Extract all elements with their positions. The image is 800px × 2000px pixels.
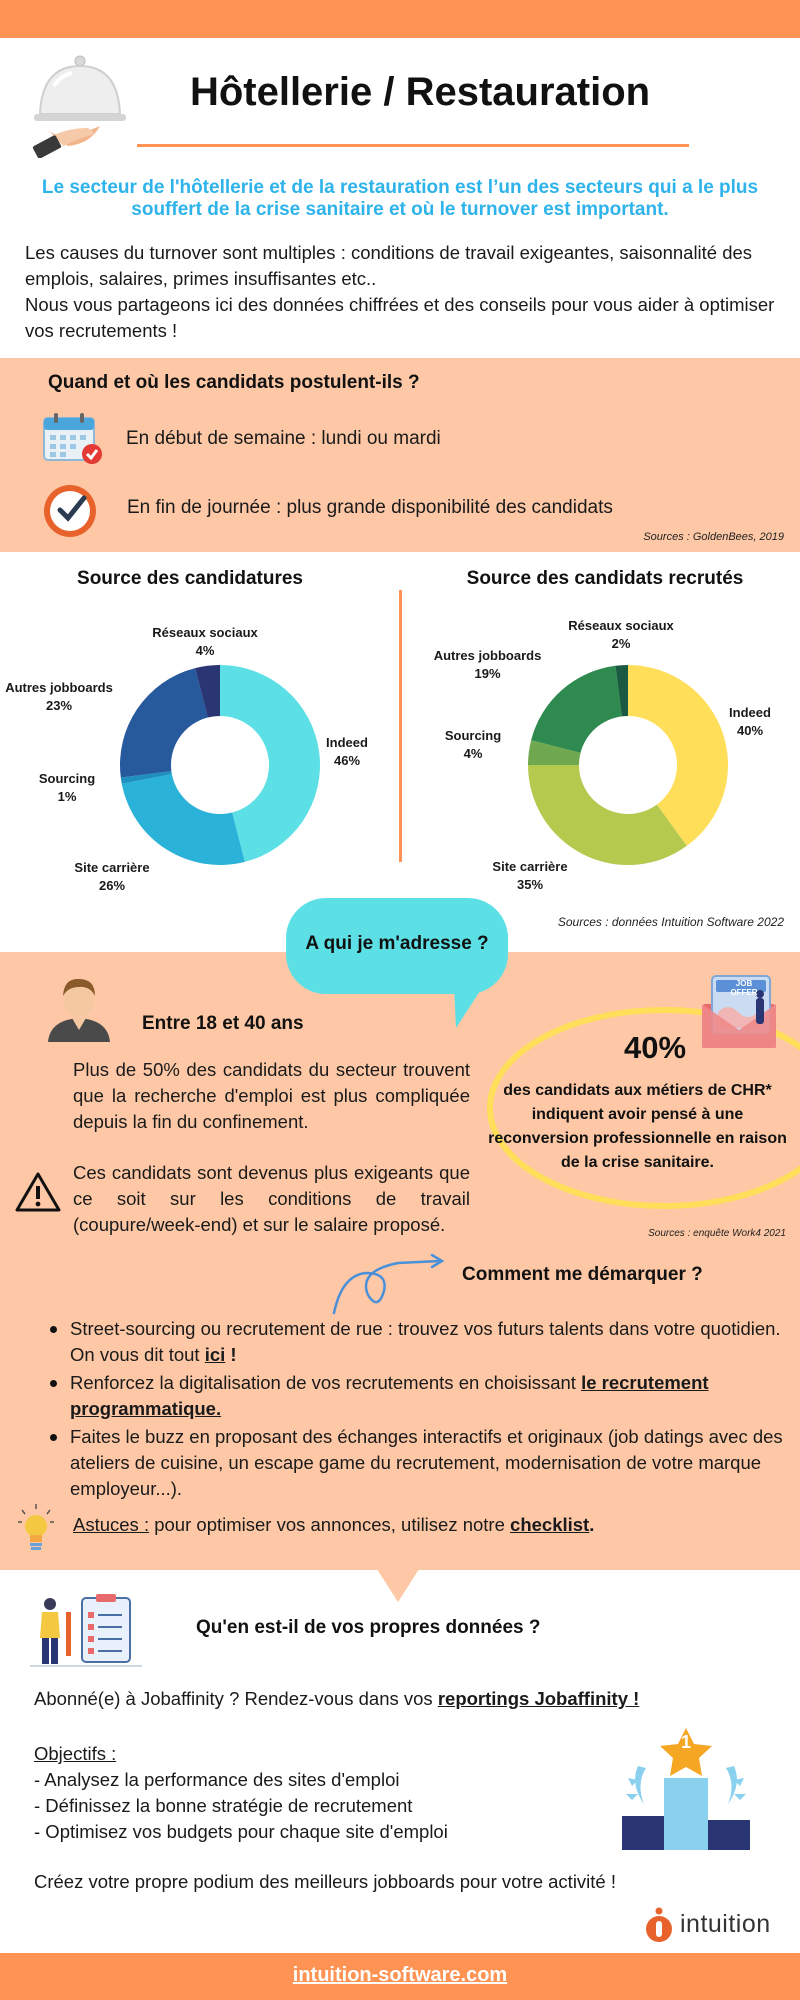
donut-slice-site-carri-re xyxy=(528,765,687,865)
page-title: Hôtellerie / Restauration xyxy=(189,70,651,114)
chart1-label-value: 26% xyxy=(98,878,126,893)
objective-3: - Optimisez vos budgets pour chaque site d'emploi xyxy=(34,1821,448,1842)
lightbulb-icon xyxy=(16,1502,56,1552)
when-item-2: En fin de journée : plus grande disponibilité des candidats xyxy=(127,497,613,518)
when-item-1: En début de semaine : lundi ou mardi xyxy=(126,428,441,449)
chart2-label-value: 4% xyxy=(463,746,483,761)
intro-highlight: Le secteur de l'hôtellerie et de la restauration est l’un des secteurs qui a le plus souffert de la crise sanitaire et où le turnover est important. xyxy=(41,177,759,220)
chart1-label-value: 1% xyxy=(57,789,77,804)
cloche-icon xyxy=(28,52,128,158)
when-where-source: Sources : GoldenBees, 2019 xyxy=(643,531,784,543)
astuce-text: pour optimiser vos annonces, utilisez notre xyxy=(149,1514,511,1535)
chart1-label-name: Réseaux sociaux xyxy=(152,625,258,640)
tip-1-text: Street-sourcing ou recrutement de rue : trouvez vos futurs talents dans votre quotidien. On vous dit tout xyxy=(70,1318,781,1365)
intuition-logo-icon xyxy=(644,1907,678,1945)
astuce-end: . xyxy=(589,1514,595,1535)
chart1-title: Source des candidatures xyxy=(77,568,303,589)
speech-bubble-text: A qui je m'adresse ? xyxy=(305,933,489,954)
charts-source: Sources : données Intuition Software 2022 xyxy=(557,915,784,929)
chart2-label-name: Sourcing xyxy=(444,728,502,743)
intuition-brand-text: intuition xyxy=(680,1910,771,1938)
chart2-label-indeed xyxy=(715,704,785,740)
chart1-donut xyxy=(120,665,320,865)
objectives-block xyxy=(34,1741,594,1845)
chart2-label-name: Réseaux sociaux xyxy=(568,618,674,633)
chart2-label-sourcing xyxy=(428,727,518,763)
tip-item-2 xyxy=(46,1370,786,1422)
chart2-label-autres xyxy=(420,647,555,683)
title-divider xyxy=(137,144,689,147)
closing-text: Créez votre propre podium des meilleurs jobboards pour votre activité ! xyxy=(34,1871,617,1892)
chart2-label-value: 19% xyxy=(474,666,501,681)
start-title: Comment me démarquer ? xyxy=(462,1264,703,1285)
chart1-label-value: 46% xyxy=(333,753,361,768)
checklist-person-icon xyxy=(30,1594,142,1668)
chart1-label-autres xyxy=(0,679,118,715)
chart2-label-reseaux xyxy=(551,617,691,653)
chart1-label-name: Site carrière xyxy=(74,860,150,875)
chart1-label-name: Autres jobboards xyxy=(5,680,113,695)
chart1-label-reseaux xyxy=(135,624,275,660)
intro-text xyxy=(25,240,780,344)
astuce-label: Astuces : xyxy=(73,1514,150,1535)
job-offer-label: JOB OFFER xyxy=(730,979,758,997)
data-title: Qu'en est-il de vos propres données ? xyxy=(196,1617,541,1638)
donut-slice-site-carri-re xyxy=(122,774,245,865)
donut-slice-autres-jobboards xyxy=(120,668,208,777)
chart2-label-name: Indeed xyxy=(729,705,771,720)
jobaffinity-line xyxy=(34,1688,774,1710)
target-paragraph-2: Ces candidats sont devenus plus exigeants que ce soit sur les conditions de travail (coupure/week-end) et sur le salaire proposé. xyxy=(73,1162,470,1235)
chart1-label-name: Indeed xyxy=(326,735,368,750)
chart1-label-site xyxy=(52,859,172,895)
chart2-label-site xyxy=(470,858,590,894)
tip-2-text: Renforcez la digitalisation de vos recrutements en choisissant xyxy=(70,1372,582,1393)
footer-website-link[interactable]: intuition-software.com xyxy=(292,1964,508,1986)
chart1-label-sourcing xyxy=(22,770,112,806)
podium-number: 1 xyxy=(680,1732,691,1752)
chart2-donut xyxy=(528,665,728,865)
target-age: Entre 18 et 40 ans xyxy=(142,1013,304,1034)
intro-paragraph-1: Les causes du turnover sont multiples : conditions de travail exigeantes, saisonnalité des emplois, salaires, primes insuffisantes etc.. xyxy=(25,242,753,289)
programmatic-recruitment-link[interactable]: le recrutement programmatique. xyxy=(70,1372,709,1419)
reportings-link[interactable]: reportings Jobaffinity ! xyxy=(437,1688,640,1709)
chart1-label-name: Sourcing xyxy=(38,771,96,786)
tip-item-1 xyxy=(46,1316,786,1368)
warning-icon xyxy=(14,1170,62,1214)
chart2-label-name: Autres jobboards xyxy=(433,648,542,663)
checklist-link[interactable]: checklist xyxy=(510,1514,590,1535)
intro-paragraph-2: Nous vous partageons ici des données chiffrées et des conseils pour vous aider à optimiser vos recrutements ! xyxy=(25,294,775,341)
chart1-label-value: 23% xyxy=(45,698,73,713)
chart2-label-value: 35% xyxy=(516,877,544,892)
clock-check-icon xyxy=(40,480,100,540)
astuce-line xyxy=(73,1514,594,1536)
target-paragraph-1: Plus de 50% des candidats du secteur trouvent que la recherche d'emploi est plus compliquée depuis la fin du confinement. xyxy=(73,1059,470,1132)
chart2-title: Source des candidats recrutés xyxy=(466,568,744,589)
when-where-title: Quand et où les candidats postulent-ils ? xyxy=(48,372,420,393)
chart2-label-name: Site carrière xyxy=(492,859,568,874)
top-bar xyxy=(0,0,800,38)
objective-1: - Analysez la performance des sites d'emploi xyxy=(34,1769,400,1790)
tips-list xyxy=(46,1316,786,1504)
chart2-label-value: 40% xyxy=(736,723,764,738)
swirl-arrow-icon xyxy=(328,1251,450,1317)
person-avatar-icon xyxy=(44,972,114,1042)
chart1-label-indeed xyxy=(312,734,382,770)
objective-2: - Définissez la bonne stratégie de recrutement xyxy=(34,1795,413,1816)
chart2-label-value: 2% xyxy=(611,636,631,651)
calendar-icon xyxy=(40,412,104,466)
ici-link[interactable]: ici xyxy=(204,1344,226,1365)
tip-1-end: ! xyxy=(225,1344,237,1365)
jobaffinity-text: Abonné(e) à Jobaffinity ? Rendez-vous dans vos xyxy=(34,1688,438,1709)
stat-value: 40% xyxy=(623,1030,687,1065)
objectives-label: Objectifs : xyxy=(34,1743,117,1764)
stat-text: des candidats aux métiers de CHR* indiquent avoir pensé à une reconversion professionnelle en raison de la crise sanitaire. xyxy=(488,1082,787,1171)
chart1-label-value: 4% xyxy=(195,643,215,658)
stat-source: Sources : enquête Work4 2021 xyxy=(648,1228,786,1239)
section-arrow xyxy=(366,1552,430,1604)
tip-item-3: Faites le buzz en proposant des échanges interactifs et originaux (job datings avec des ateliers de cuisine, un escape game du recrutement, modernisation de votre marque employeur...). xyxy=(46,1424,786,1502)
